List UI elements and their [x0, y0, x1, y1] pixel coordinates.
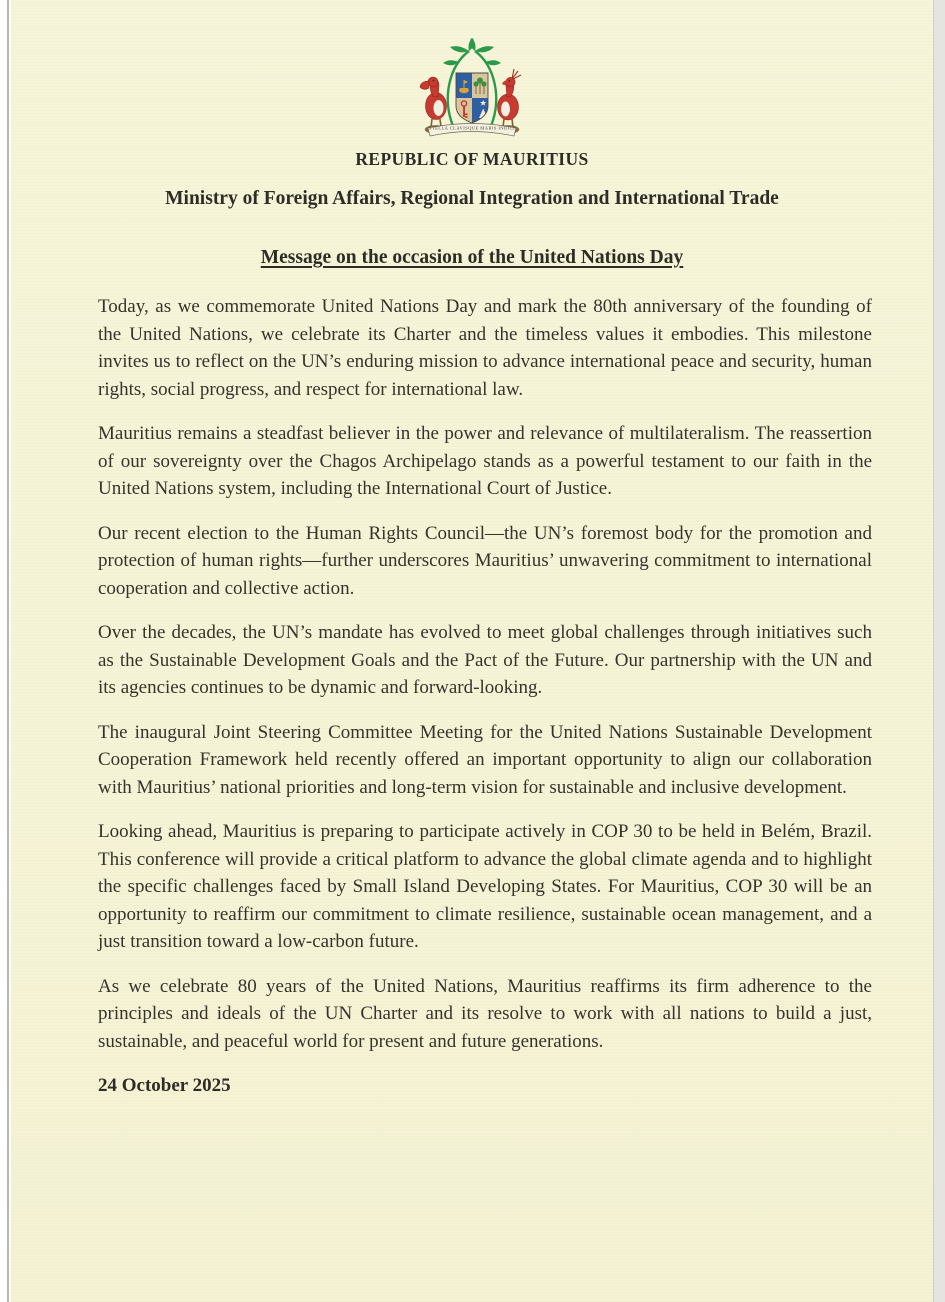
document-body: [11, 269, 933, 1100]
paragraph-1: Today, as we commemorate United Nations Day and mark the 80th anniversary of the founding of the United Nations, we celebrate its Charter and the timeless values it embodies. This milestone invites us to reflect on the UN’s enduring mission to advance international peace and security, human rights, social progress, and respect for international law.: [98, 296, 872, 400]
date-line: 24 October 2025: [98, 1075, 231, 1096]
paragraph-2: Mauritius remains a steadfast believer in the power and relevance of multilateralism. The reassertion of our sovereignty over the Chagos Archipelago stands as a powerful testament to our faith in the United Nations system, including the International Court of Justice.: [98, 423, 872, 499]
mauritius-coat-of-arms-icon: [412, 36, 532, 140]
deer-supporter: [498, 69, 522, 127]
paragraph-3: Our recent election to the Human Rights Council—the UN’s foremost body for the promotion and protection of human rights—further underscores Mauritius’ unwavering commitment to international cooperation and collective action.: [98, 522, 872, 599]
shield: [456, 73, 488, 124]
paragraph-7: As we celebrate 80 years of the United Nations, Mauritius reaffirms its firm adherence to the principles and ideals of the UN Charter and its resolve to work with all nations to build a just, sustainable, and peaceful world for present and future generations.: [98, 975, 872, 1052]
country-heading: REPUBLIC OF MAURITIUS: [355, 149, 589, 169]
sugar-cane-leaves: [443, 38, 501, 65]
ministry-heading: Ministry of Foreign Affairs, Regional Integration and International Trade: [165, 188, 779, 209]
paper-page: [11, 0, 933, 1302]
paragraph-4: Over the decades, the UN’s mandate has evolved to meet global challenges through initiatives such as the Sustainable Development Goals and the Pact of the Future. Our partnership with the UN and its agencies continues to be dynamic and forward-looking.: [98, 622, 872, 698]
scan-edge-right: [933, 0, 945, 1302]
document-title: Message on the occasion of the United Nations Day: [260, 247, 684, 268]
motto-ribbon: [428, 124, 516, 137]
dodo-supporter: [420, 77, 447, 127]
motto-text: STELLA CLAVISQUE MARIS INDICI: [428, 125, 516, 131]
paragraph-5: The inaugural Joint Steering Committee Meeting for the United Nations Sustainable Development Cooperation Framework held recently offered an important opportunity to align our collaboration with Mauritius’ national priorities and long-term vision for sustainable and inclusive development.: [98, 721, 872, 798]
scan-edge-left: [0, 0, 9, 1302]
paragraph-6: Looking ahead, Mauritius is preparing to participate actively in COP 30 to be held in Belém, Brazil. This conference will provide a critical platform to advance the global climate agenda and to highlight the specific challenges faced by Small Island Developing States. For Mauritius, COP 30 will be an opportunity to reaffirm our commitment to climate resilience, sustainable ocean management, and a just transition toward a low-carbon future.: [98, 821, 872, 952]
